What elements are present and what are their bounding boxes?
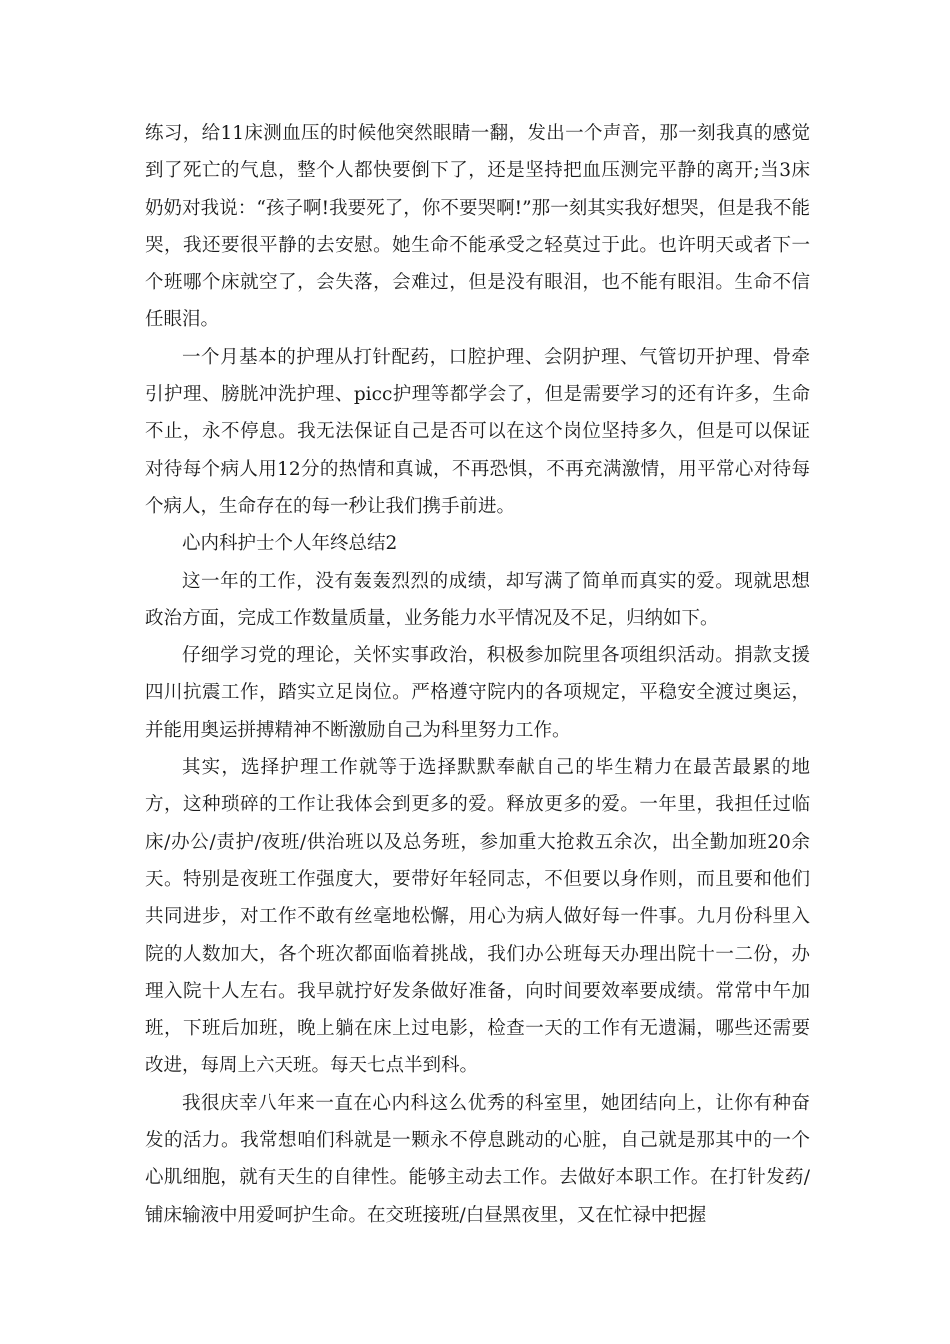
section-heading: 心内科护士个人年终总结2 — [182, 533, 398, 555]
paragraph-eight-years: 我很庆幸八年来一直在心内科这么优秀的科室里，她团结向上，让你有种奋发的活力。我常想咱们科就是一颗永不停息跳动的心脏，自己就是那其中的一个心肌细胞，就有天生的自律性。能够主动去工作。去做好本职工作。在打针发药/铺床输液中用爱呵护生命。在交班接班/白昼黑夜里，又在忙禄中把握 — [145, 1092, 810, 1226]
paragraph-choose-nursing: 其实，选择护理工作就等于选择默默奉献自己的毕生精力在最苦最累的地方，这种琐碎的工作让我体会到更多的爱。释放更多的爱。一年里，我担任过临床/办公/责护/夜班/供治班以及总务班，参加重大抢救五余次，出全勤加班20余天。特别是夜班工作强度大，要带好年轻同志，不但要以身作则，而且要和他们共同进步，对工作不敢有丝毫地松懈，用心为病人做好每一件事。九月份科里入院的人数加大，各个班次都面临着挑战，我们办公班每天办理出院十一二份，办理入院十人左右。我早就拧好发条做好准备，向时间要效率要成绩。常常中午加班，下班后加班，晚上躺在床上过电影，检查一天的工作有无遗漏，哪些还需要改进，每周上六天班。每天七点半到科。 — [145, 757, 810, 1077]
paragraph-continuation: 练习，给11床测血压的时候他突然眼睛一翻，发出一个声音，那一刻我真的感觉到了死亡的气息，整个人都快要倒下了，还是坚持把血压测完平静的离开;当3床奶奶对我说：“孩子啊!我要死了，你不要哭啊!”那一刻其实我好想哭，但是我不能哭，我还要很平静的去安慰。她生命不能承受之轻莫过于此。也许明天或者下一个班哪个床就空了，会失落，会难过，但是没有眼泪，也不能有眼泪。生命不信任眼泪。 — [145, 123, 810, 331]
paragraph-month-nursing: 一个月基本的护理从打针配药，口腔护理、会阴护理、气管切开护理、骨牵引护理、膀胱冲洗护理、picc护理等都学会了，但是需要学习的还有许多，生命不止，永不停息。我无法保证自己是否可以在这个岗位坚持多久，但是可以保证对待每个病人用12分的热情和真诚，不再恐惧，不再充满激情，用平常心对待每个病人，生命存在的每一秒让我们携手前进。 — [145, 346, 810, 517]
paragraph-study-party: 仔细学习党的理论，关怀实事政治，积极参加院里各项组织活动。捐款支援四川抗震工作，踏实立足岗位。严格遵守院内的各项规定，平稳安全渡过奥运，并能用奥运拼搏精神不断激励自己为科里努力工作。 — [145, 645, 810, 741]
paragraph-year-work: 这一年的工作，没有轰轰烈烈的成绩，却写满了简单而真实的爱。现就思想政治方面，完成工作数量质量，业务能力水平情况及不足，归纳如下。 — [145, 570, 810, 629]
document-body — [145, 115, 810, 1234]
